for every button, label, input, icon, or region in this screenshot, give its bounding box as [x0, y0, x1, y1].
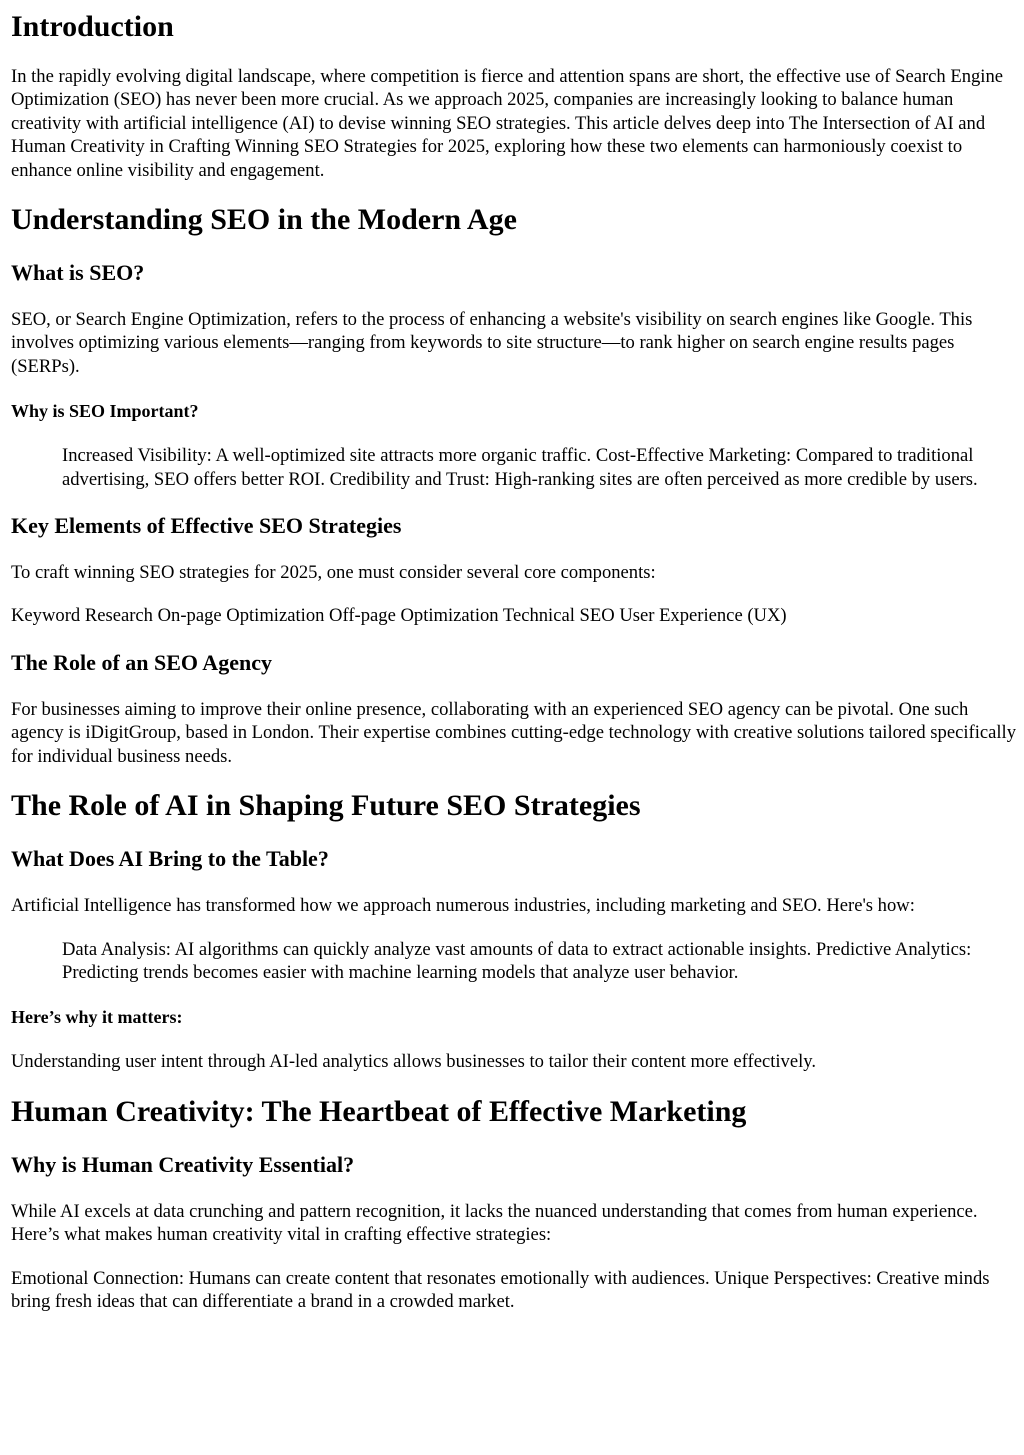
- heading-human-creativity: Human Creativity: The Heartbeat of Effective Marketing: [11, 1094, 747, 1128]
- why-seo-quote: Increased Visibility: A well-optimized site attracts more organic traffic. Cost-Effective Marketing: Compared to traditional advertising, SEO offers better ROI. Credibility and Trust: High-ranking sites are often perceived as more credible by users.: [62, 445, 978, 490]
- heading-why-it-matters: Here’s why it matters:: [11, 1007, 183, 1028]
- key-elements-list: Keyword Research On-page Optimization Off-page Optimization Technical SEO User Experience (UX): [11, 605, 787, 627]
- heading-understanding-seo: Understanding SEO in the Modern Age: [11, 203, 517, 237]
- creativity-essential-list: Emotional Connection: Humans can create content that resonates emotionally with audiences. Unique Perspectives: Creative minds bring fresh ideas that can differentiate a brand in a crowded market.: [11, 1267, 990, 1312]
- article: [0, 9, 1024, 1313]
- ai-bring-quote: Data Analysis: AI algorithms can quickly analyze vast amounts of data to extract actionable insights. Predictive Analytics: Predicting trends becomes easier with machine learning models that analyze user behavior.: [62, 938, 972, 983]
- key-elements-intro: To craft winning SEO strategies for 2025, one must consider several core components:: [11, 562, 656, 584]
- creativity-essential-paragraph: While AI excels at data crunching and pattern recognition, it lacks the nuanced understanding that comes from human experience. Here’s what makes human creativity vital in crafting effective strategies:: [11, 1200, 978, 1246]
- heading-ai-role: The Role of AI in Shaping Future SEO Strategies: [11, 789, 641, 823]
- ai-bring-paragraph: Artificial Intelligence has transformed how we approach numerous industries, including marketing and SEO. Here's how:: [11, 895, 915, 917]
- heading-what-is-seo: What is SEO?: [11, 260, 145, 286]
- heading-key-elements: Key Elements of Effective SEO Strategies: [11, 513, 402, 539]
- heading-introduction: Introduction: [11, 10, 174, 43]
- heading-creativity-essential: Why is Human Creativity Essential?: [11, 1151, 355, 1177]
- what-is-seo-paragraph: SEO, or Search Engine Optimization, refers to the process of enhancing a website's visibility on search engines like Google. This involves optimizing various elements—ranging from keywords to site structure—to rank higher on search engine results pages (SERPs).: [11, 309, 973, 377]
- heading-why-seo-important: Why is SEO Important?: [11, 401, 199, 422]
- why-it-matters-paragraph: Understanding user intent through AI-led analytics allows businesses to tailor their content more effectively.: [11, 1051, 817, 1073]
- heading-ai-bring: What Does AI Bring to the Table?: [11, 846, 329, 872]
- seo-agency-paragraph: For businesses aiming to improve their online presence, collaborating with an experienced SEO agency can be pivotal. One such agency is iDigitGroup, based in London. Their expertise combines cutting-edge technology with creative solutions tailored specifically for individual business needs.: [11, 698, 1016, 767]
- heading-seo-agency: The Role of an SEO Agency: [11, 649, 272, 675]
- intro-paragraph: In the rapidly evolving digital landscape, where competition is fierce and attention spans are short, the effective use of Search Engine Optimization (SEO) has never been more crucial. As we approach 2025, companies are increasingly looking to balance human creativity with artificial intelligence (AI) to devise winning SEO strategies. This article delves deep into The Intersection of AI and Human Creativity in Crafting Winning SEO Strategies for 2025, exploring how these two elements can harmoniously coexist to enhance online visibility and engagement.: [11, 66, 1004, 181]
